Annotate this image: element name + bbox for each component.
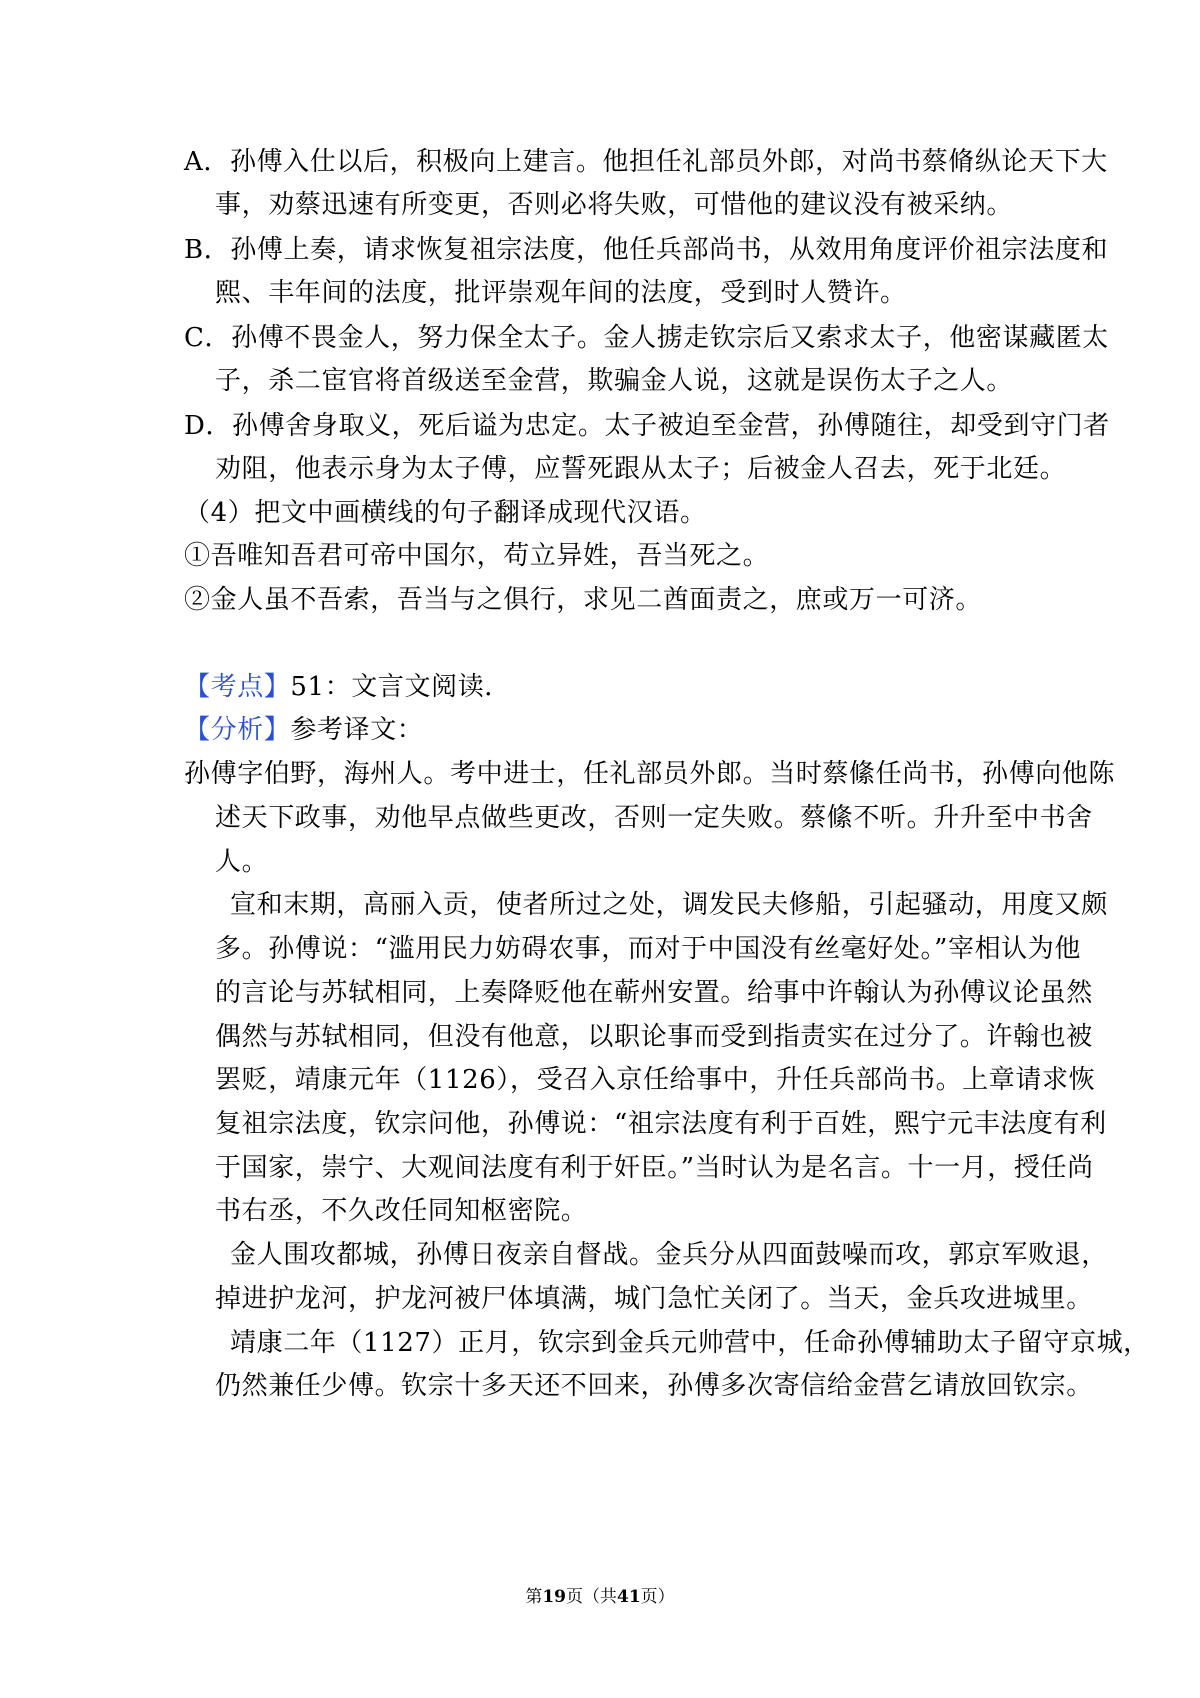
translation-p3-line-2: 掉进护龙河，护龙河被尸体填满，城门急忙关闭了。当天，金兵攻进城里。 [215, 1284, 1093, 1314]
option-c-line-1: C．孙傅不畏金人，努力保全太子。金人掳走钦宗后又索求太子，他密谋藏匿太 [184, 323, 1109, 353]
kaodian-text: 51：文言文阅读． [290, 672, 511, 702]
translation-p3-line-1: 金人围攻都城，孙傅日夜亲自督战。金兵分从四面鼓噪而攻，郭京军败退， [230, 1240, 1108, 1270]
fenxi-text: 参考译文： [290, 715, 424, 745]
translation-p4-line-1: 靖康二年（1127）正月，钦宗到金兵元帅营中，任命孙傅辅助太子留守京城， [230, 1328, 1150, 1358]
footer-page-number: 19 [542, 1587, 566, 1607]
translation-p2-line-1: 宣和末期，高丽入贡，使者所过之处，调发民夫修船，引起骚动，用度又颇 [230, 890, 1108, 920]
translation-p2-line-8: 书右丞，不久改任同知枢密院。 [215, 1196, 588, 1226]
translation-p1-line-3: 人。 [215, 847, 269, 877]
translation-p2-line-3: 的言论与苏轼相同，上奏降贬他在蕲州安置。给事中许翰认为孙傅议论虽然 [215, 978, 1093, 1008]
footer-total-pages: 41 [617, 1587, 641, 1607]
option-b-line-2: 熙、丰年间的法度，批评崇观年间的法度，受到时人赞许。 [215, 278, 907, 308]
footer-prefix: 第 [525, 1587, 543, 1607]
option-a-line-1: A．孙傅入仕以后，积极向上建言。他担任礼部员外郎，对尚书蔡脩纵论天下大 [184, 147, 1108, 177]
translation-p2-line-6: 复祖宗法度，钦宗问他，孙傅说：“祖宗法度有利于百姓，熙宁元丰法度有利 [215, 1109, 1107, 1139]
kaodian-line [184, 672, 511, 702]
translation-p2-line-4: 偶然与苏轼相同，但没有他意，以职论事而受到指责实在过分了。许翰也被 [215, 1022, 1093, 1052]
translation-p1-line-1: 孙傅字伯野，海州人。考中进士，任礼部员外郎。当时蔡絛任尚书，孙傅向他陈 [184, 759, 1116, 789]
fenxi-line [184, 715, 423, 745]
footer-suffix: 页） [640, 1587, 675, 1607]
question-4-item-2: ②金人虽不吾索，吾当与之俱行，求见二酋面责之，庶或万一可济。 [184, 585, 983, 615]
option-c-line-2: 子，杀二宦官将首级送至金营，欺骗金人说，这就是误伤太子之人。 [215, 366, 1014, 396]
question-4-prompt: （4）把文中画横线的句子翻译成现代汉语。 [184, 498, 707, 528]
footer-middle: 页（共 [566, 1587, 617, 1607]
question-4-item-1: ①吾唯知吾君可帝中国尔，苟立异姓，吾当死之。 [184, 541, 770, 571]
option-b-line-1: B．孙傅上奏，请求恢复祖宗法度，他任兵部尚书，从效用角度评价祖宗法度和 [184, 235, 1109, 265]
translation-p2-line-7: 于国家，崇宁、大观间法度有利于奸臣。”当时认为是名言。十一月，授任尚 [215, 1153, 1094, 1183]
kaodian-tag: 【考点】 [184, 672, 291, 702]
option-d-line-2: 劝阻，他表示身为太子傅，应誓死跟从太子；后被金人召去，死于北廷。 [215, 454, 1067, 484]
page-footer [0, 1586, 1200, 1608]
translation-p2-line-2: 多。孙傅说：“滥用民力妨碍农事，而对于中国没有丝毫好处。”宰相认为他 [215, 934, 1081, 964]
translation-p4-line-2: 仍然兼任少傅。钦宗十多天还不回来，孙傅多次寄信给金营乞请放回钦宗。 [215, 1371, 1093, 1401]
option-a-line-2: 事，劝蔡迅速有所变更，否则必将失败，可惜他的建议没有被采纳。 [215, 190, 1014, 220]
fenxi-tag: 【分析】 [184, 715, 291, 745]
translation-p1-line-2: 述天下政事，劝他早点做些更改，否则一定失败。蔡絛不听。升升至中书舍 [215, 803, 1093, 833]
option-d-line-1: D．孙傅舍身取义，死后谥为忠定。太子被迫至金营，孙傅随往，却受到守门者 [184, 411, 1110, 441]
translation-p2-line-5: 罢贬，靖康元年（1126），受召入京任给事中，升任兵部尚书。上章请求恢 [215, 1065, 1096, 1095]
